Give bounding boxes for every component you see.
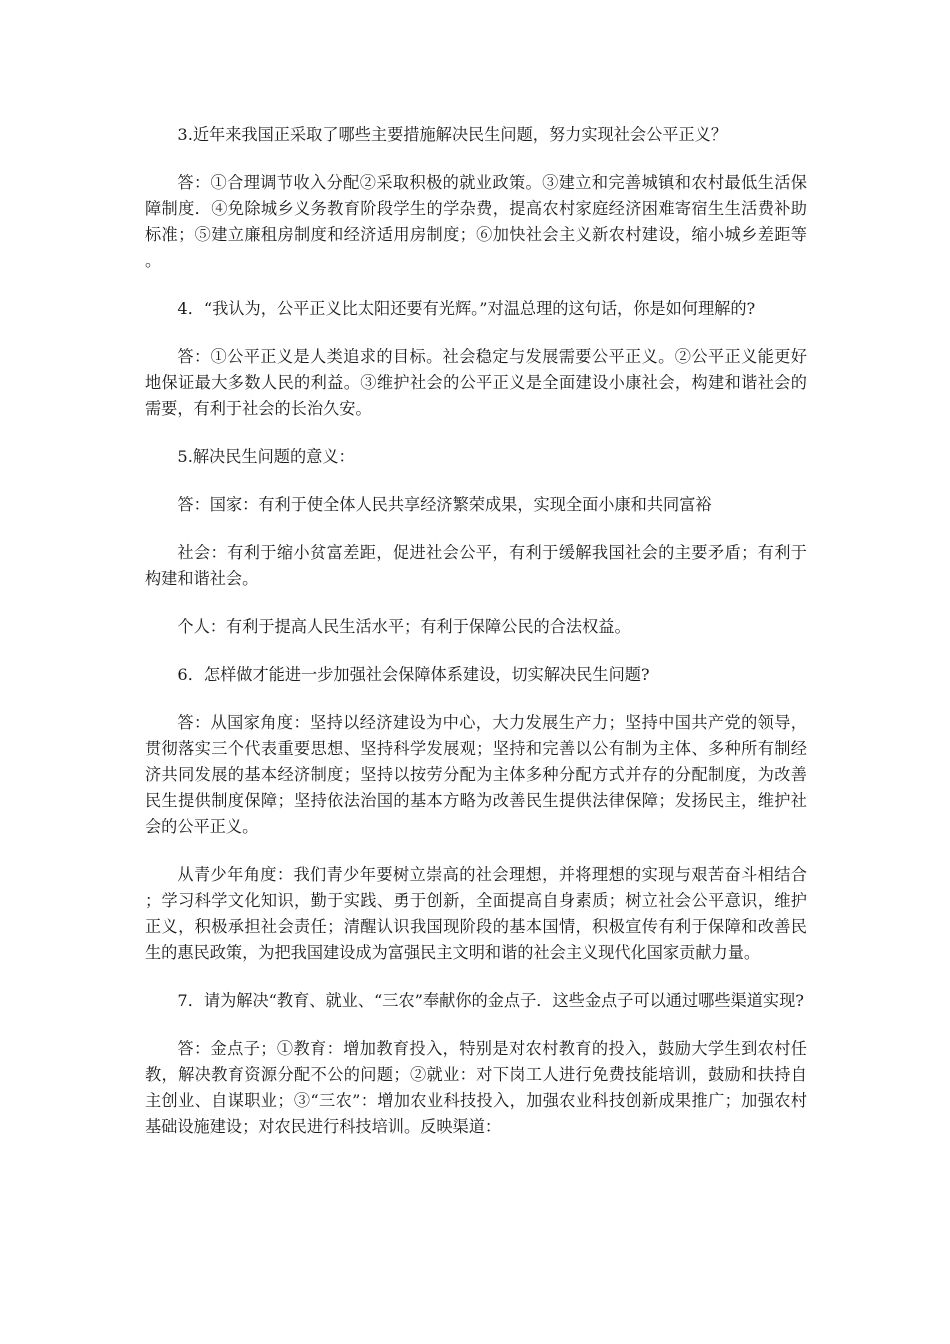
question-6: 6．怎样做才能进一步加强社会保障体系建设，切实解决民生问题? bbox=[177, 665, 650, 684]
answer-7: 答：金点子；①教育：增加教育投入，特别是对农村教育的投入，鼓励大学生到农村任教，解决教育资源分配不公的问题；②就业：对下岗工人进行免费技能培训，鼓励和扶持自主创业、自谋职业；③“三农”：增加农业科技投入，加强农业科技创新成果推广；加强农村基础设施建设；对农民进行科技培训。反映渠道： bbox=[145, 1039, 807, 1136]
answer-5-personal: 个人：有利于提高人民生活水平；有利于保障公民的合法权益。 bbox=[177, 617, 631, 636]
answer-5-national: 答：国家：有利于使全体人民共享经济繁荣成果，实现全面小康和共同富裕 bbox=[177, 495, 712, 514]
question-5: 5.解决民生问题的意义： bbox=[177, 447, 355, 466]
question-4: 4．“我认为，公平正义比太阳还要有光辉。”对温总理的这句话，你是如何理解的? bbox=[177, 299, 756, 318]
question-3: 3.近年来我国正采取了哪些主要措施解决民生问题，努力实现社会公平正义？ bbox=[177, 125, 728, 144]
answer-6-national: 答：从国家角度：坚持以经济建设为中心，大力发展生产力；坚持中国共产党的领导，贯彻落实三个代表重要思想、坚持科学发展观；坚持和完善以公有制为主体、多种所有制经济共同发展的基本经济制度；坚持以按劳分配为主体多种分配方式并存的分配制度，为改善民生提供制度保障；坚持依法治国的基本方略为改善民生提供法律保障；发扬民主，维护社会的公平正义。 bbox=[145, 713, 807, 836]
answer-3: 答：①合理调节收入分配②采取积极的就业政策。③建立和完善城镇和农村最低生活保障制度．④免除城乡义务教育阶段学生的学杂费，提高农村家庭经济困难寄宿生生活费补助标准；⑤建立廉租房制度和经济适用房制度；⑥加快社会主义新农村建设，缩小城乡差距等。 bbox=[145, 173, 807, 270]
answer-4: 答：①公平正义是人类追求的目标。社会稳定与发展需要公平正义。②公平正义能更好地保证最大多数人民的利益。③维护社会的公平正义是全面建设小康社会，构建和谐社会的需要，有利于社会的长治久安。 bbox=[145, 347, 807, 418]
answer-6-youth: 从青少年角度：我们青少年要树立崇高的社会理想，并将理想的实现与艰苦奋斗相结合；学习科学文化知识，勤于实践、勇于创新，全面提高自身素质；树立社会公平意识，维护正义，积极承担社会责任；清醒认识我国现阶段的基本国情，积极宣传有利于保障和改善民生的惠民政策，为把我国建设成为富强民主文明和谐的社会主义现代化国家贡献力量。 bbox=[145, 865, 807, 962]
document-page bbox=[145, 122, 807, 1162]
answer-5-social: 社会：有利于缩小贫富差距，促进社会公平，有利于缓解我国社会的主要矛盾；有利于构建和谐社会。 bbox=[145, 543, 807, 588]
question-7: 7．请为解决“教育、就业、“三农”奉献你的金点子．这些金点子可以通过哪些渠道实现? bbox=[177, 991, 804, 1010]
